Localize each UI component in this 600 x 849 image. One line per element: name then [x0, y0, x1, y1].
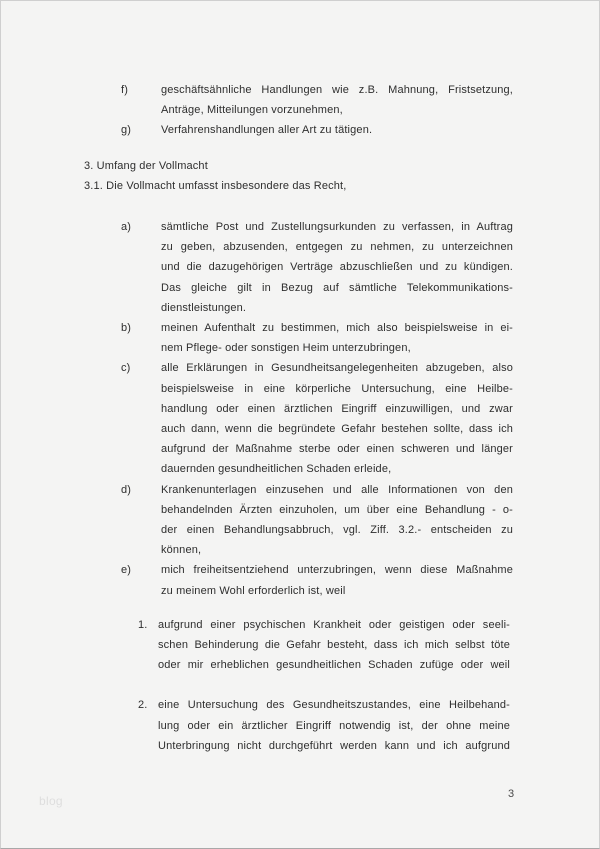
section-heading: 3. Umfang der Vollmacht — [84, 159, 208, 172]
document-body — [1, 1, 599, 756]
list-item-b — [1, 318, 599, 358]
section-headings — [84, 156, 599, 196]
item-line: sämtliche Post und Zustellungsurkunden zu verfassen, in Auftrag — [161, 221, 513, 234]
item-line: behandelnden Ärzten einzuholen, um über eine Behandlung - o- — [161, 503, 513, 516]
watermark: blog — [39, 794, 63, 808]
item-marker: a) — [121, 221, 132, 234]
item-line: nem Pflege- oder sonstigen Heim unterzubringen, — [161, 342, 411, 355]
list-item-a — [1, 217, 599, 318]
item-line: Verfahrenshandlungen aller Art zu tätigen. — [161, 124, 373, 137]
item-lines — [158, 615, 510, 676]
item-line: aufgrund der Maßnahme sterbe oder einen schweren und länger — [161, 443, 513, 456]
item-line: dienstleistungen. — [161, 301, 247, 314]
item-line: schen Behinderung die Gefahr besteht, dass ich mich selbst töte — [158, 639, 510, 652]
item-line: der einen Behandlungsabbruch, vgl. Ziff. 3.2.- entscheiden zu — [161, 524, 513, 537]
letter-item-list — [1, 217, 599, 601]
list-item-d — [1, 480, 599, 561]
item-lines — [161, 80, 513, 120]
item-marker: b) — [121, 322, 132, 335]
item-lines — [161, 560, 513, 600]
item-line: können, — [161, 544, 202, 557]
list-item-g — [1, 120, 599, 140]
item-line: und die dazugehörigen Verträge abzuschließen und zu kündigen. — [161, 261, 513, 274]
item-line: mich freiheitsentziehend unterzubringen, wenn diese Maßnahme — [161, 564, 513, 577]
item-line: geschäftsähnliche Handlungen wie z.B. Mahnung, Fristsetzung, — [161, 84, 513, 96]
item-line: zu geben, abzusenden, entgegen zu nehmen, zu unterzeichnen — [161, 241, 513, 254]
item-line: meinen Aufenthalt zu bestimmen, mich also beispielsweise in ei- — [161, 322, 513, 335]
item-marker: f) — [121, 84, 129, 96]
list-item-c — [1, 358, 599, 479]
item-marker: g) — [121, 124, 132, 137]
item-marker: e) — [121, 564, 132, 577]
list-item-f — [1, 80, 599, 120]
item-line: zu meinem Wohl erforderlich ist, weil — [161, 584, 346, 597]
item-lines — [158, 695, 510, 756]
item-line: Anträge, Mitteilungen vorzunehmen, — [161, 104, 343, 117]
item-marker: 1. — [138, 618, 148, 631]
item-line: beispielsweise in eine körperliche Untersuchung, eine Heilbe- — [161, 382, 513, 395]
item-lines — [161, 358, 513, 479]
numbered-item-1 — [1, 615, 599, 676]
item-line: eine Untersuchung des Gesundheitszustandes, eine Heilbehand- — [158, 699, 510, 712]
item-marker: c) — [121, 362, 131, 375]
item-lines — [161, 217, 513, 318]
item-lines — [161, 120, 513, 140]
page-number: 3 — [508, 788, 515, 800]
subsection-heading: 3.1. Die Vollmacht umfasst insbesondere das Recht, — [84, 179, 347, 192]
item-line: dauernden gesundheitlichen Schaden erleide, — [161, 463, 392, 476]
item-lines — [161, 318, 513, 358]
item-line: Das gleiche gilt in Bezug auf sämtliche Telekommunikations- — [161, 281, 513, 294]
item-line: alle Erklärungen in Gesundheitsangelegenheiten abzugeben, also — [161, 362, 513, 375]
item-line: Unterbringung nicht durchgeführt werden kann und ich aufgrund — [158, 739, 510, 752]
item-line: oder mir erheblichen gesundheitlichen Schaden zufüge oder weil — [158, 659, 510, 672]
item-line: lung oder ein ärztlicher Eingriff notwendig ist, der ohne meine — [158, 719, 510, 732]
item-marker: d) — [121, 483, 132, 496]
item-line: aufgrund einer psychischen Krankheit oder geistigen oder seeli- — [158, 618, 510, 631]
numbered-item-2 — [1, 695, 599, 756]
item-line: auch dann, wenn die begründete Gefahr bestehen sollte, dass ich — [161, 423, 513, 436]
list-item-e — [1, 560, 599, 600]
item-lines — [161, 480, 513, 561]
item-marker: 2. — [138, 699, 148, 712]
item-line: Krankenunterlagen einzusehen und alle Informationen von den — [161, 483, 513, 496]
item-line: handlung oder einen ärztlichen Eingriff einzuwilligen, und zwar — [161, 402, 513, 415]
